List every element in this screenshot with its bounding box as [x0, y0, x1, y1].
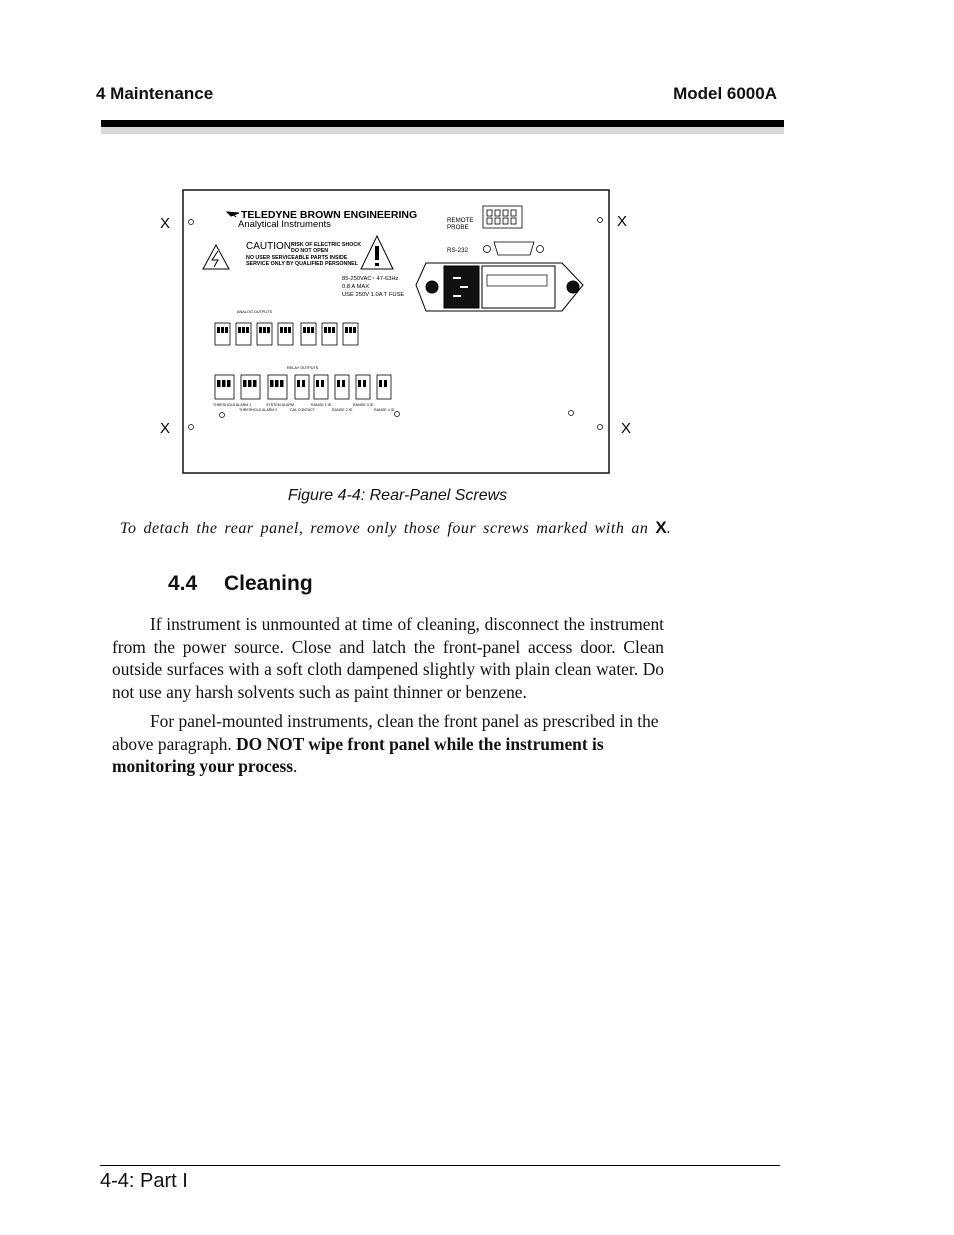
power-rating: 0.8 A MAX	[342, 284, 370, 290]
paragraph-end: .	[293, 756, 298, 776]
screw-mark-bottom-left: X	[160, 420, 171, 437]
figure-note	[120, 518, 671, 538]
relay-label: RANGE 1 ID	[311, 403, 332, 407]
power-rating: USE 250V 1.0A T FUSE	[342, 292, 405, 298]
figure-caption: Figure 4-4: Rear-Panel Screws	[287, 487, 508, 504]
header-rule	[101, 120, 784, 127]
power-entry-module	[416, 263, 583, 311]
relay-label: SYSTEM ALARM	[266, 403, 294, 407]
header-chapter: 4 Maintenance	[96, 84, 214, 103]
paragraph-panel-mounted	[112, 710, 664, 778]
relay-label: RANGE 2 ID	[332, 408, 353, 412]
rs232-label: RS-232	[447, 247, 468, 254]
header-model: Model 6000A	[673, 84, 777, 103]
screw-mark-top-right: X	[617, 213, 628, 230]
brand-name: TELEDYNE BROWN ENGINEERING	[241, 209, 418, 221]
figure-note-mark: X	[655, 518, 667, 537]
power-rating: 85-250VAC~ 47-63Hz	[342, 276, 399, 282]
relay-label: THRESHOLD ALARM 2	[239, 408, 278, 412]
relay-outputs-label: RELAY OUTPUTS	[287, 366, 319, 370]
relay-label: RANGE 3 ID	[353, 403, 374, 407]
mount-screw	[567, 281, 579, 293]
figure-note-end: .	[666, 520, 672, 537]
analog-output-terminals	[215, 323, 358, 345]
relay-label: RANGE 4 ID	[374, 408, 395, 412]
brand-subtitle: Analytical Instruments	[238, 219, 331, 230]
screw-mark-bottom-right: X	[621, 420, 632, 437]
caution-line: RISK OF ELECTRIC SHOCK	[291, 242, 362, 248]
remote-probe-label: PROBE	[447, 224, 469, 231]
relay-label: CAL CONTACT	[290, 408, 315, 412]
section-title: Cleaning	[224, 572, 313, 595]
paragraph-text: If instrument is unmounted at time of cleaning, disconnect the instrument from the power source. Close and latch the front-panel access door. Clean outside surfaces with a soft cloth dampened slightly with plain clean water. Do not use any harsh solvents such as paint thinner or benzene.	[112, 614, 664, 702]
fuse-holder	[482, 266, 555, 308]
caution-line: NO USER SERVICEABLE PARTS INSIDE	[246, 255, 348, 261]
footer-rule	[100, 1165, 780, 1166]
remote-probe-label: REMOTE	[447, 217, 474, 224]
figure-note-text: To detach the rear panel, remove only those four screws marked with an	[120, 520, 649, 537]
paragraph-text: For panel-mounted instruments, clean the front panel as prescribed in the above paragraph.	[112, 711, 659, 754]
caution-line: DO NOT OPEN	[291, 248, 329, 254]
screw-mark-top-left: X	[160, 215, 171, 232]
analog-outputs-label: ANALOG OUTPUTS	[237, 310, 273, 314]
paragraph-unmounted	[112, 613, 664, 703]
relay-label: THRESHOLD ALARM 1	[213, 403, 252, 407]
section-heading	[168, 572, 313, 596]
footer-page-number: 4-4: Part I	[100, 1170, 188, 1192]
caution-title: CAUTION:	[246, 241, 294, 252]
rear-panel-figure	[150, 185, 650, 480]
warning-text: DO NOT wipe front panel while the instrument is monitoring your process	[112, 733, 604, 776]
section-number: 4.4	[168, 572, 198, 595]
caution-line: SERVICE ONLY BY QUALIFIED PERSONNEL	[246, 261, 358, 267]
mount-screw	[426, 281, 438, 293]
header-rule-shadow	[101, 127, 784, 134]
